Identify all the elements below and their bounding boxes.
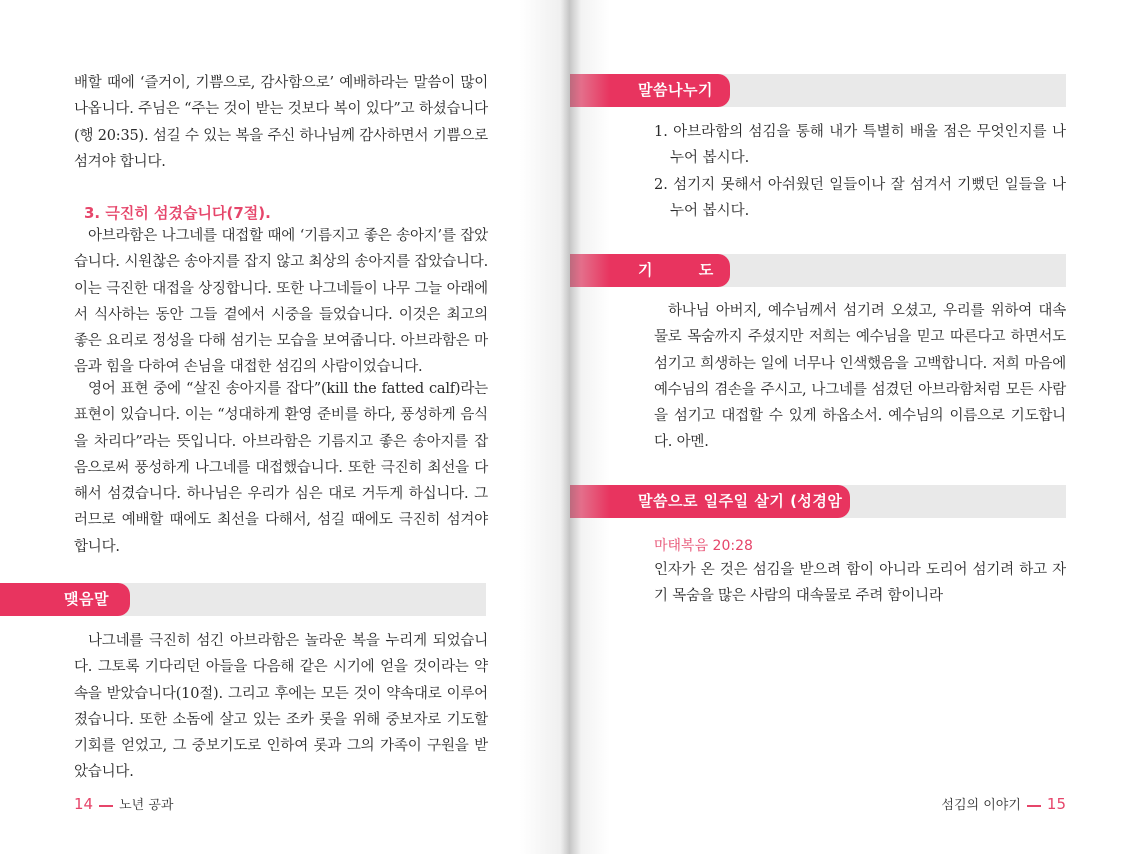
intro-paragraph: 배할 때에 ‘즐거이, 기쁨으로, 감사함으로’ 예배하라는 말씀이 많이 나옵니다. 주님은 “주는 것이 받는 것보다 복이 있다”고 하셨습니다 (행 20:35). 섬길 수 있는 복을 주신 하나님께 감사하면서 기쁨으로 섬겨야 합니다. [74, 75, 488, 170]
section-heading: 3. 극진히 섬겼습니다(7절). [84, 204, 271, 222]
right-page [570, 0, 1140, 854]
section-paragraph-2: 영어 표현 중에 “살진 송아지를 잡다”(kill the fatted calf)라는 표현이 있습니다. 이는 “성대하게 환영 준비를 하다, 풍성하게 음식을 차리다”라는 뜻입니다. 아브라함은 기름지고 좋은 송아지를 잡음으로써 풍성하게 나그네를 대접했습니다. 또한 극진히 최선을 다해서 섬겼습니다. 하나님은 우리가 심은 대로 거두게 하십니다. 그러므로 예배할 때에도 최선을 다해서, 섬길 때에도 극진히 섬겨야 합니다. [74, 381, 488, 555]
memory-label: 말씀으로 일주일 살기 (성경암송) [570, 485, 850, 518]
prayer-label: 기 도 [570, 254, 730, 287]
right-folio [941, 794, 1066, 813]
section-paragraph-1: 아브라함은 나그네를 대접할 때에 ‘기름지고 좋은 송아지’를 잡았습니다. 시원찮은 송아지를 잡지 않고 최상의 송아지를 잡았습니다. 이는 극진한 대접을 상징합니다. 또한 나그네들이 나무 그늘 아래에서 식사하는 동안 그들 곁에서 시중을 들었습니다. 이것은 최고의 좋은 요리로 정성을 다해 섬기는 모습을 보여줍니다. 아브라함은 마음과 힘을 다하여 손님을 대접한 섬김의 사람이었습니다. [74, 228, 488, 376]
prayer-banner [570, 254, 1066, 287]
question-item: 2. 섬기지 못해서 아쉬웠던 일들이나 잘 섬겨서 기뻤던 일들을 나누어 봅시다. [654, 176, 1066, 219]
book-title: 노년 공과 [119, 798, 174, 813]
memory-banner [570, 485, 1066, 543]
folio-divider [99, 805, 113, 807]
page-number-right: 15 [1046, 795, 1066, 813]
sharing-banner [570, 74, 1066, 107]
question-list [654, 119, 1066, 224]
verse-reference: 마태복음 20:28 [654, 538, 753, 554]
folio-divider [1027, 805, 1041, 807]
closing-paragraph: 나그네를 극진히 섬긴 아브라함은 놀라운 복을 누리게 되었습니다. 그토록 기다리던 아들을 다음해 같은 시기에 얻을 것이라는 약속을 받았습니다(10절). 그리고 후에는 모든 것이 약속대로 이루어졌습니다. 또한 소돔에 살고 있는 조카 롯을 위해 중보자로 기도할 기회를 얻었고, 그 중보기도로 인하여 롯과 그의 가족이 구원을 받았습니다. [74, 633, 488, 781]
page-number-left: 14 [74, 795, 94, 813]
sharing-label: 말씀나누기 [570, 74, 730, 107]
series-title: 섬김의 이야기 [941, 798, 1021, 813]
prayer-paragraph: 하나님 아버지, 예수님께서 섬기려 오셨고, 우리를 위하여 대속물로 목숨까지 주셨지만 저희는 예수님을 믿고 따른다고 하면서도 섬기고 희생하는 일에 너무나 인색했음을 고백합니다. 저희 마음에 예수님의 겸손을 주시고, 나그네를 섬겼던 아브라함처럼 모든 사람을 섬기고 대접할 수 있게 하옵소서. 예수님의 이름으로 기도합니다. 아멘. [654, 303, 1066, 451]
left-folio [74, 794, 173, 813]
closing-banner [0, 583, 486, 616]
verse-text: 인자가 온 것은 섬김을 받으려 함이 아니라 도리어 섬기려 하고 자기 목숨을 많은 사람의 대속물로 주려 함이니라 [654, 562, 1066, 605]
closing-label: 맺음말 [0, 583, 130, 616]
question-item: 1. 아브라함의 섬김을 통해 내가 특별히 배울 점은 무엇인지를 나누어 봅시다. [654, 124, 1066, 167]
